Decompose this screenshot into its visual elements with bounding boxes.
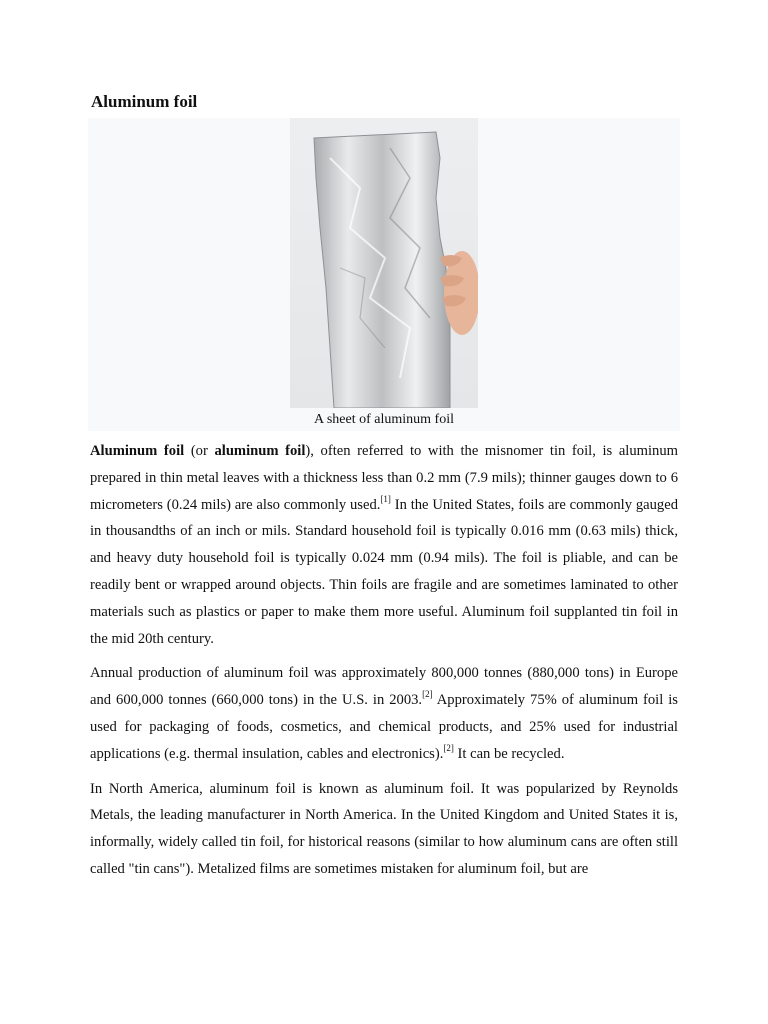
bold-term: Aluminum foil [90, 443, 185, 459]
paragraph-1 [90, 438, 678, 652]
figure [88, 118, 680, 431]
foil-photo [290, 118, 478, 408]
foil-illustration [290, 118, 478, 408]
text: ), often referred to with the misnomer tin foil, is aluminum prepared in thin metal leaves with a thickness less than 0.2 mm (7.9 mils); thinner gauges down to 6 micrometers (0.24 mils) are also commonly used. [90, 443, 678, 513]
article-body [90, 438, 678, 891]
figure-caption: A sheet of aluminum foil [314, 412, 454, 427]
bold-term: aluminum foil [214, 443, 306, 459]
text: In the United States, foils are commonly gauged in thousandths of an inch or mils. Standard household foil is typically 0.016 mm (0.63 mils) thick, and heavy duty household foil is typically 0.024 mm (0.94 mils). The foil is pliable, and can be readily bent or wrapped around objects. Thin foils are fragile and are sometimes laminated to other materials such as plastics or paper to make them more useful. Aluminum foil supplanted tin foil in the mid 20th century. [90, 496, 678, 647]
paragraph-2 [90, 660, 678, 767]
foil-sheet [314, 132, 450, 408]
paragraph-3 [90, 776, 678, 883]
citation-link[interactable]: [2] [422, 689, 433, 700]
text: In North America, aluminum foil is known as aluminum foil. It was popularized by Reynolds Metals, the leading manufacturer in North America. In the United Kingdom and United States it is, informally, widely called tin foil, for historical reasons (similar to how aluminum cans are often still called "tin cans"). Metalized films are sometimes mistaken for aluminum foil, but are [90, 780, 678, 877]
text: It can be recycled. [453, 745, 565, 762]
citation-link[interactable]: [1] [380, 493, 391, 504]
text: Annual production of aluminum foil was approximately 800,000 tonnes (880,000 tons) in Europe and 600,000 tonnes (660,000 tons) in the U.S. in 2003. [90, 665, 678, 709]
page-title: Aluminum foil [91, 92, 198, 111]
citation-link[interactable]: [2] [443, 742, 454, 753]
text: Approximately 75% of aluminum foil is used for packaging of foods, cosmetics, and chemical products, and 25% used for industrial applications (e.g. thermal insulation, cables and electronics). [90, 692, 678, 762]
text: (or [184, 443, 215, 459]
